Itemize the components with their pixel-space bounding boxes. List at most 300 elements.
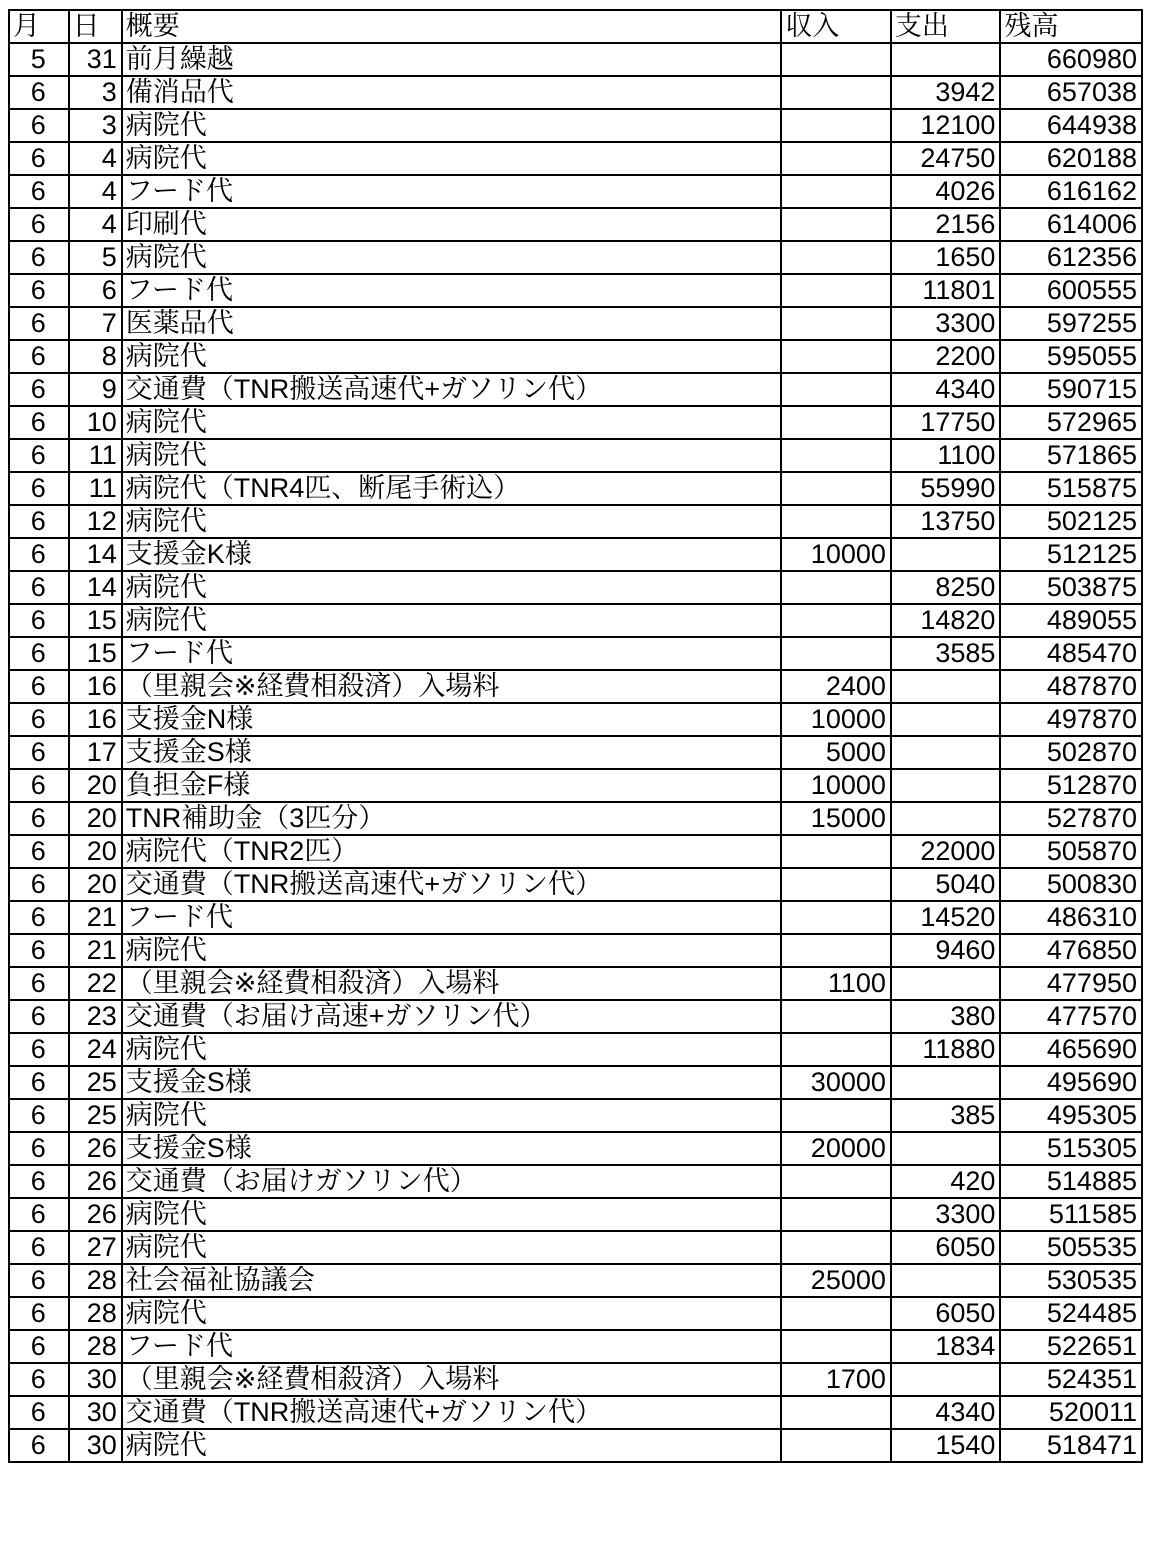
cell-expense: [891, 736, 1001, 769]
cell-description: フード代: [122, 637, 782, 670]
table-row: [9, 1396, 1142, 1429]
table-row: [9, 901, 1142, 934]
cell-description: 病院代（TNR2匹）: [122, 835, 782, 868]
cell-month: 6: [9, 571, 69, 604]
cell-day: 9: [69, 373, 122, 406]
cell-month: 6: [9, 274, 69, 307]
cell-expense: [891, 1132, 1001, 1165]
cell-expense: 13750: [891, 505, 1001, 538]
cell-expense: [891, 1066, 1001, 1099]
cell-balance: 495305: [1000, 1099, 1142, 1132]
cell-balance: 495690: [1000, 1066, 1142, 1099]
table-row: [9, 835, 1142, 868]
table-row: [9, 142, 1142, 175]
cell-income: [781, 472, 891, 505]
cell-description: 病院代: [122, 1033, 782, 1066]
cell-month: 6: [9, 1033, 69, 1066]
cell-income: [781, 1231, 891, 1264]
cell-day: 4: [69, 208, 122, 241]
cell-month: 6: [9, 472, 69, 505]
cell-description: 病院代: [122, 340, 782, 373]
cell-day: 6: [69, 274, 122, 307]
cell-balance: 511585: [1000, 1198, 1142, 1231]
cell-balance: 465690: [1000, 1033, 1142, 1066]
cell-month: 6: [9, 373, 69, 406]
cell-balance: 505535: [1000, 1231, 1142, 1264]
cell-balance: 518471: [1000, 1429, 1142, 1462]
cell-balance: 524351: [1000, 1363, 1142, 1396]
cell-expense: 4340: [891, 373, 1001, 406]
cell-income: [781, 571, 891, 604]
cell-expense: 2200: [891, 340, 1001, 373]
cell-balance: 571865: [1000, 439, 1142, 472]
cell-month: 6: [9, 142, 69, 175]
cell-description: 病院代: [122, 571, 782, 604]
cell-balance: 502125: [1000, 505, 1142, 538]
table-row: [9, 802, 1142, 835]
cell-balance: 522651: [1000, 1330, 1142, 1363]
cell-day: 20: [69, 769, 122, 802]
cell-balance: 614006: [1000, 208, 1142, 241]
cell-month: 6: [9, 1264, 69, 1297]
header-description: 概要: [122, 10, 782, 43]
cell-day: 15: [69, 604, 122, 637]
cell-balance: 644938: [1000, 109, 1142, 142]
cell-expense: 12100: [891, 109, 1001, 142]
cell-expense: 5040: [891, 868, 1001, 901]
cell-month: 6: [9, 1132, 69, 1165]
cell-balance: 487870: [1000, 670, 1142, 703]
table-row: [9, 1264, 1142, 1297]
cell-income: [781, 109, 891, 142]
cell-description: フード代: [122, 175, 782, 208]
cell-balance: 485470: [1000, 637, 1142, 670]
cell-description: TNR補助金（3匹分）: [122, 802, 782, 835]
table-row: [9, 505, 1142, 538]
header-income: 収入: [781, 10, 891, 43]
cell-description: 負担金F様: [122, 769, 782, 802]
cell-day: 26: [69, 1198, 122, 1231]
cell-day: 31: [69, 43, 122, 76]
cell-month: 6: [9, 835, 69, 868]
cell-description: フード代: [122, 274, 782, 307]
cell-month: 6: [9, 1231, 69, 1264]
cell-balance: 572965: [1000, 406, 1142, 439]
cell-description: 病院代: [122, 241, 782, 274]
cell-income: 1700: [781, 1363, 891, 1396]
cell-month: 6: [9, 868, 69, 901]
cell-expense: 55990: [891, 472, 1001, 505]
cell-day: 7: [69, 307, 122, 340]
cell-day: 3: [69, 76, 122, 109]
cell-income: [781, 1330, 891, 1363]
cell-balance: 500830: [1000, 868, 1142, 901]
cell-income: [781, 835, 891, 868]
cell-income: 30000: [781, 1066, 891, 1099]
cell-expense: 11801: [891, 274, 1001, 307]
cell-day: 5: [69, 241, 122, 274]
cell-expense: 1540: [891, 1429, 1001, 1462]
cell-description: 交通費（TNR搬送高速代+ガソリン代）: [122, 373, 782, 406]
cell-description: 前月繰越: [122, 43, 782, 76]
table-row: [9, 406, 1142, 439]
cell-expense: 14520: [891, 901, 1001, 934]
cell-income: [781, 241, 891, 274]
ledger-body: [9, 43, 1142, 1462]
cell-day: 10: [69, 406, 122, 439]
cell-balance: 657038: [1000, 76, 1142, 109]
cell-income: [781, 373, 891, 406]
cell-balance: 660980: [1000, 43, 1142, 76]
cell-description: 病院代: [122, 406, 782, 439]
cell-month: 6: [9, 175, 69, 208]
cell-day: 24: [69, 1033, 122, 1066]
cell-description: 支援金K様: [122, 538, 782, 571]
cell-expense: 8250: [891, 571, 1001, 604]
table-row: [9, 1165, 1142, 1198]
cell-day: 16: [69, 670, 122, 703]
cell-description: （里親会※経費相殺済）入場料: [122, 670, 782, 703]
cell-income: [781, 175, 891, 208]
header-month: 月: [9, 10, 69, 43]
cell-expense: 3585: [891, 637, 1001, 670]
cell-day: 22: [69, 967, 122, 1000]
cell-month: 6: [9, 901, 69, 934]
table-row: [9, 76, 1142, 109]
cell-balance: 486310: [1000, 901, 1142, 934]
cell-balance: 476850: [1000, 934, 1142, 967]
table-row: [9, 670, 1142, 703]
cell-expense: 6050: [891, 1231, 1001, 1264]
cell-balance: 502870: [1000, 736, 1142, 769]
cell-expense: 22000: [891, 835, 1001, 868]
cell-month: 6: [9, 1429, 69, 1462]
cell-month: 6: [9, 1000, 69, 1033]
header-day: 日: [69, 10, 122, 43]
cell-day: 12: [69, 505, 122, 538]
header-row: [9, 10, 1142, 43]
table-row: [9, 1198, 1142, 1231]
cell-description: 病院代（TNR4匹、断尾手術込）: [122, 472, 782, 505]
cell-day: 16: [69, 703, 122, 736]
cell-month: 6: [9, 1198, 69, 1231]
cell-day: 14: [69, 571, 122, 604]
cell-income: [781, 934, 891, 967]
cell-day: 8: [69, 340, 122, 373]
cell-description: 交通費（TNR搬送高速代+ガソリン代）: [122, 1396, 782, 1429]
cell-description: 病院代: [122, 142, 782, 175]
table-row: [9, 208, 1142, 241]
cell-income: [781, 1429, 891, 1462]
cell-month: 6: [9, 670, 69, 703]
cell-income: [781, 1297, 891, 1330]
cell-expense: 380: [891, 1000, 1001, 1033]
cell-day: 15: [69, 637, 122, 670]
table-row: [9, 1363, 1142, 1396]
cell-income: 10000: [781, 769, 891, 802]
cell-expense: 17750: [891, 406, 1001, 439]
cell-expense: [891, 538, 1001, 571]
cell-balance: 590715: [1000, 373, 1142, 406]
cell-balance: 524485: [1000, 1297, 1142, 1330]
cell-expense: 2156: [891, 208, 1001, 241]
table-row: [9, 538, 1142, 571]
cell-description: 社会福祉協議会: [122, 1264, 782, 1297]
cell-balance: 530535: [1000, 1264, 1142, 1297]
cell-balance: 620188: [1000, 142, 1142, 175]
cell-month: 6: [9, 505, 69, 538]
cell-income: [781, 274, 891, 307]
cell-day: 28: [69, 1297, 122, 1330]
table-row: [9, 934, 1142, 967]
cell-month: 6: [9, 109, 69, 142]
cell-day: 4: [69, 175, 122, 208]
cell-income: 15000: [781, 802, 891, 835]
cell-balance: 595055: [1000, 340, 1142, 373]
table-row: [9, 241, 1142, 274]
cell-income: 5000: [781, 736, 891, 769]
cell-month: 6: [9, 1165, 69, 1198]
cell-balance: 616162: [1000, 175, 1142, 208]
cell-balance: 514885: [1000, 1165, 1142, 1198]
cell-description: 病院代: [122, 934, 782, 967]
cell-income: [781, 340, 891, 373]
cell-income: [781, 505, 891, 538]
cell-expense: [891, 1363, 1001, 1396]
cell-month: 6: [9, 703, 69, 736]
cell-income: [781, 439, 891, 472]
table-row: [9, 868, 1142, 901]
cell-income: [781, 406, 891, 439]
cell-description: フード代: [122, 901, 782, 934]
cell-expense: 14820: [891, 604, 1001, 637]
cell-expense: 1100: [891, 439, 1001, 472]
cell-description: 病院代: [122, 604, 782, 637]
cell-expense: 420: [891, 1165, 1001, 1198]
cell-balance: 600555: [1000, 274, 1142, 307]
table-row: [9, 274, 1142, 307]
cell-income: [781, 1198, 891, 1231]
cell-day: 14: [69, 538, 122, 571]
cell-expense: 385: [891, 1099, 1001, 1132]
cell-expense: [891, 703, 1001, 736]
cell-expense: [891, 802, 1001, 835]
cell-income: [781, 637, 891, 670]
cell-balance: 477570: [1000, 1000, 1142, 1033]
cell-month: 6: [9, 208, 69, 241]
cell-expense: 4026: [891, 175, 1001, 208]
cell-description: 支援金S様: [122, 1132, 782, 1165]
cell-income: [781, 1000, 891, 1033]
cell-description: 支援金N様: [122, 703, 782, 736]
cell-description: 病院代: [122, 1297, 782, 1330]
cell-day: 11: [69, 439, 122, 472]
cell-balance: 520011: [1000, 1396, 1142, 1429]
cell-balance: 597255: [1000, 307, 1142, 340]
table-row: [9, 703, 1142, 736]
cell-income: [781, 208, 891, 241]
cell-description: 交通費（TNR搬送高速代+ガソリン代）: [122, 868, 782, 901]
table-row: [9, 571, 1142, 604]
cell-expense: [891, 670, 1001, 703]
table-row: [9, 1231, 1142, 1264]
cell-description: 備消品代: [122, 76, 782, 109]
cell-income: [781, 307, 891, 340]
cell-day: 30: [69, 1363, 122, 1396]
header-expense: 支出: [891, 10, 1001, 43]
cell-month: 5: [9, 43, 69, 76]
cell-income: [781, 43, 891, 76]
cell-description: 印刷代: [122, 208, 782, 241]
cell-balance: 505870: [1000, 835, 1142, 868]
cell-month: 6: [9, 439, 69, 472]
cell-month: 6: [9, 934, 69, 967]
cell-balance: 527870: [1000, 802, 1142, 835]
cell-income: [781, 868, 891, 901]
cell-day: 28: [69, 1330, 122, 1363]
cell-expense: 3300: [891, 1198, 1001, 1231]
cell-description: （里親会※経費相殺済）入場料: [122, 967, 782, 1000]
cell-day: 11: [69, 472, 122, 505]
cell-income: 20000: [781, 1132, 891, 1165]
cell-expense: [891, 967, 1001, 1000]
table-row: [9, 604, 1142, 637]
cell-income: 25000: [781, 1264, 891, 1297]
cell-day: 20: [69, 835, 122, 868]
table-row: [9, 109, 1142, 142]
cell-expense: 6050: [891, 1297, 1001, 1330]
cell-income: [781, 1165, 891, 1198]
cell-description: 医薬品代: [122, 307, 782, 340]
table-row: [9, 1297, 1142, 1330]
cell-day: 23: [69, 1000, 122, 1033]
cell-income: [781, 1033, 891, 1066]
cell-expense: 1650: [891, 241, 1001, 274]
cell-expense: 3300: [891, 307, 1001, 340]
table-row: [9, 340, 1142, 373]
cell-description: （里親会※経費相殺済）入場料: [122, 1363, 782, 1396]
cell-description: 病院代: [122, 1099, 782, 1132]
cell-income: 10000: [781, 538, 891, 571]
cell-month: 6: [9, 1099, 69, 1132]
cell-description: 交通費（お届け高速+ガソリン代）: [122, 1000, 782, 1033]
cell-income: [781, 142, 891, 175]
cell-balance: 477950: [1000, 967, 1142, 1000]
cell-balance: 489055: [1000, 604, 1142, 637]
cell-expense: 24750: [891, 142, 1001, 175]
cell-income: 1100: [781, 967, 891, 1000]
cell-income: [781, 1396, 891, 1429]
cell-description: 支援金S様: [122, 736, 782, 769]
table-row: [9, 439, 1142, 472]
cell-expense: [891, 43, 1001, 76]
cell-expense: 1834: [891, 1330, 1001, 1363]
cell-month: 6: [9, 1363, 69, 1396]
cell-balance: 612356: [1000, 241, 1142, 274]
table-row: [9, 1033, 1142, 1066]
cell-day: 4: [69, 142, 122, 175]
cell-month: 6: [9, 76, 69, 109]
cell-month: 6: [9, 538, 69, 571]
table-row: [9, 175, 1142, 208]
cell-month: 6: [9, 307, 69, 340]
cell-day: 25: [69, 1099, 122, 1132]
cell-day: 30: [69, 1429, 122, 1462]
table-row: [9, 637, 1142, 670]
cell-month: 6: [9, 1297, 69, 1330]
cell-month: 6: [9, 802, 69, 835]
cell-day: 3: [69, 109, 122, 142]
cell-month: 6: [9, 637, 69, 670]
cell-expense: [891, 769, 1001, 802]
ledger-table: [8, 9, 1143, 1463]
cell-day: 20: [69, 868, 122, 901]
cell-expense: 9460: [891, 934, 1001, 967]
cell-expense: [891, 1264, 1001, 1297]
cell-income: 2400: [781, 670, 891, 703]
cell-day: 20: [69, 802, 122, 835]
table-row: [9, 1132, 1142, 1165]
cell-month: 6: [9, 967, 69, 1000]
cell-description: 病院代: [122, 1429, 782, 1462]
cell-day: 25: [69, 1066, 122, 1099]
cell-balance: 512870: [1000, 769, 1142, 802]
cell-day: 17: [69, 736, 122, 769]
cell-description: 病院代: [122, 439, 782, 472]
cell-month: 6: [9, 241, 69, 274]
table-row: [9, 736, 1142, 769]
cell-balance: 503875: [1000, 571, 1142, 604]
cell-day: 27: [69, 1231, 122, 1264]
table-row: [9, 1066, 1142, 1099]
cell-description: 病院代: [122, 1231, 782, 1264]
table-row: [9, 1330, 1142, 1363]
table-row: [9, 472, 1142, 505]
cell-month: 6: [9, 1396, 69, 1429]
table-row: [9, 967, 1142, 1000]
cell-month: 6: [9, 1330, 69, 1363]
cell-month: 6: [9, 736, 69, 769]
cell-income: [781, 76, 891, 109]
header-balance: 残高: [1000, 10, 1142, 43]
table-row: [9, 43, 1142, 76]
cell-description: 病院代: [122, 109, 782, 142]
cell-expense: 3942: [891, 76, 1001, 109]
cell-balance: 515305: [1000, 1132, 1142, 1165]
cell-balance: 515875: [1000, 472, 1142, 505]
cell-balance: 497870: [1000, 703, 1142, 736]
table-row: [9, 373, 1142, 406]
cell-month: 6: [9, 1066, 69, 1099]
cell-income: [781, 901, 891, 934]
cell-day: 30: [69, 1396, 122, 1429]
table-row: [9, 1429, 1142, 1462]
cell-month: 6: [9, 769, 69, 802]
cell-income: [781, 604, 891, 637]
table-row: [9, 769, 1142, 802]
cell-day: 26: [69, 1165, 122, 1198]
cell-day: 26: [69, 1132, 122, 1165]
cell-description: フード代: [122, 1330, 782, 1363]
cell-description: 病院代: [122, 505, 782, 538]
cell-day: 21: [69, 901, 122, 934]
cell-description: 支援金S様: [122, 1066, 782, 1099]
cell-income: [781, 1099, 891, 1132]
cell-day: 28: [69, 1264, 122, 1297]
cell-day: 21: [69, 934, 122, 967]
cell-month: 6: [9, 604, 69, 637]
cell-description: 交通費（お届けガソリン代）: [122, 1165, 782, 1198]
